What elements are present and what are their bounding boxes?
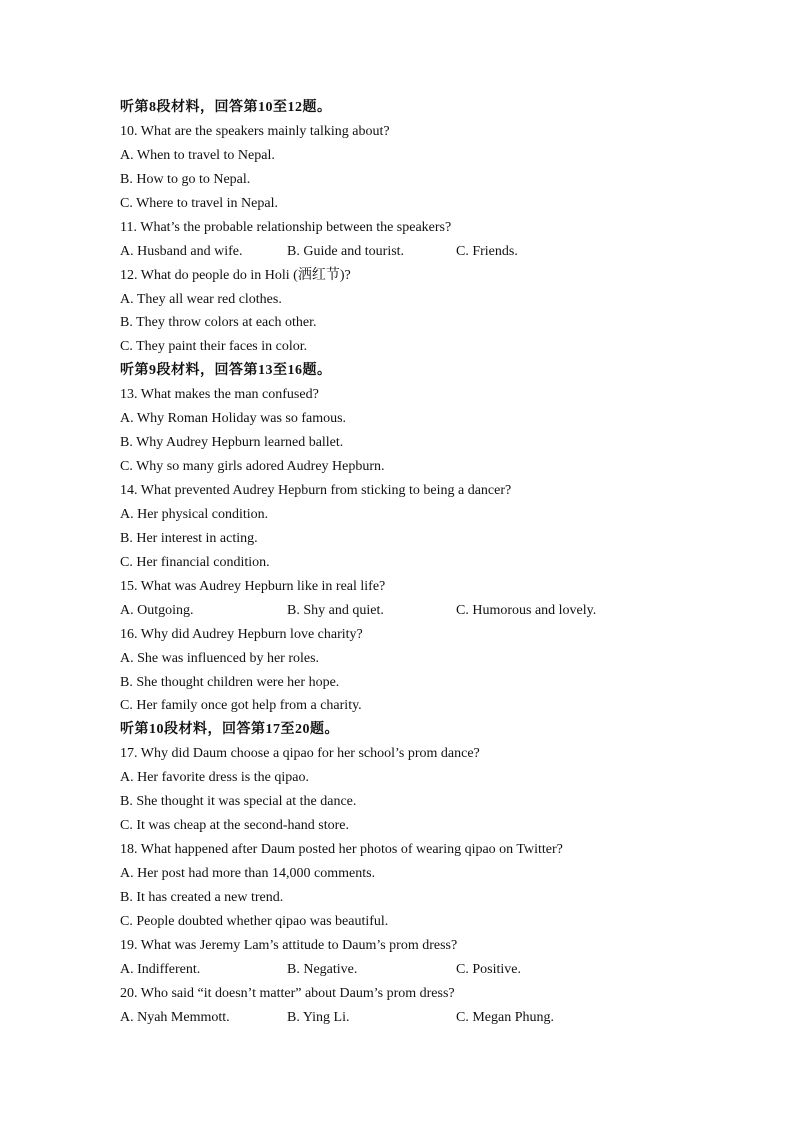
option-c: C. Positive. bbox=[456, 961, 521, 977]
option-b: B. Negative. bbox=[287, 961, 358, 977]
option-c: C. Why so many girls adored Audrey Hepburn. bbox=[120, 459, 385, 475]
option-b: B. Why Audrey Hepburn learned ballet. bbox=[120, 435, 344, 451]
question-text: 13. What makes the man confused? bbox=[120, 387, 319, 403]
option-row bbox=[120, 1006, 720, 1030]
option-a: A. Indifferent. bbox=[120, 961, 201, 977]
question-text: 14. What prevented Audrey Hepburn from sticking to being a dancer? bbox=[120, 483, 512, 498]
option-b: B. Ying Li. bbox=[287, 1009, 350, 1025]
question-text: 12. What do people do in Holi (洒红节)? bbox=[120, 267, 351, 283]
option-b: B. Guide and tourist. bbox=[287, 243, 405, 259]
option-b: B. She thought it was special at the dance. bbox=[120, 794, 357, 810]
option-row bbox=[120, 958, 720, 982]
option-c: C. Humorous and lovely. bbox=[456, 602, 597, 618]
option-c: C. Her financial condition. bbox=[120, 554, 270, 570]
option-a: A. Outgoing. bbox=[120, 602, 194, 618]
option-a: A. Why Roman Holiday was so famous. bbox=[120, 411, 347, 427]
option-c: C. It was cheap at the second-hand store. bbox=[120, 818, 349, 834]
option-b: B. She thought children were her hope. bbox=[120, 674, 340, 690]
option-c: C. Where to travel in Nepal. bbox=[120, 195, 278, 211]
option-c: C. They paint their faces in color. bbox=[120, 339, 308, 355]
question-text: 18. What happened after Daum posted her photos of wearing qipao on Twitter? bbox=[120, 842, 563, 858]
option-c: C. Her family once got help from a charity. bbox=[120, 698, 362, 714]
option-b: B. It has created a new trend. bbox=[120, 889, 284, 905]
option-a: A. Her favorite dress is the qipao. bbox=[120, 770, 309, 786]
section-heading: 听第9段材料，回答第13至16题。 bbox=[120, 363, 332, 379]
question-text: 15. What was Audrey Hepburn like in real life? bbox=[120, 578, 386, 594]
question-text: 19. What was Jeremy Lam’s attitude to Daum’s prom dress? bbox=[120, 937, 458, 953]
question-text: 16. Why did Audrey Hepburn love charity? bbox=[120, 626, 363, 642]
question-text: 17. Why did Daum choose a qipao for her school’s prom dance? bbox=[120, 746, 480, 762]
option-a: A. Nyah Memmott. bbox=[120, 1009, 230, 1025]
option-c: C. Friends. bbox=[456, 243, 518, 259]
question-text: 11. What’s the probable relationship between the speakers? bbox=[120, 219, 452, 235]
section-heading: 听第8段材料，回答第10至12题。 bbox=[120, 100, 332, 115]
question-text: 10. What are the speakers mainly talking about? bbox=[120, 123, 390, 139]
option-row bbox=[120, 599, 720, 623]
option-b: B. How to go to Nepal. bbox=[120, 171, 251, 187]
option-c: C. People doubted whether qipao was beautiful. bbox=[120, 913, 389, 929]
option-a: A. When to travel to Nepal. bbox=[120, 147, 275, 163]
option-c: C. Megan Phung. bbox=[456, 1009, 554, 1025]
section-heading: 听第10段材料，回答第17至20题。 bbox=[120, 722, 339, 738]
option-a: A. Her post had more than 14,000 comments. bbox=[120, 866, 376, 881]
option-b: B. Her interest in acting. bbox=[120, 530, 258, 546]
option-b: B. Shy and quiet. bbox=[287, 602, 384, 618]
exam-page bbox=[120, 96, 720, 1030]
option-b: B. They throw colors at each other. bbox=[120, 315, 317, 331]
option-row bbox=[120, 240, 720, 264]
option-a: A. Husband and wife. bbox=[120, 243, 243, 259]
option-a: A. She was influenced by her roles. bbox=[120, 650, 320, 666]
question-text: 20. Who said “it doesn’t matter” about Daum’s prom dress? bbox=[120, 985, 455, 1001]
option-a: A. They all wear red clothes. bbox=[120, 291, 282, 307]
option-a: A. Her physical condition. bbox=[120, 506, 269, 522]
